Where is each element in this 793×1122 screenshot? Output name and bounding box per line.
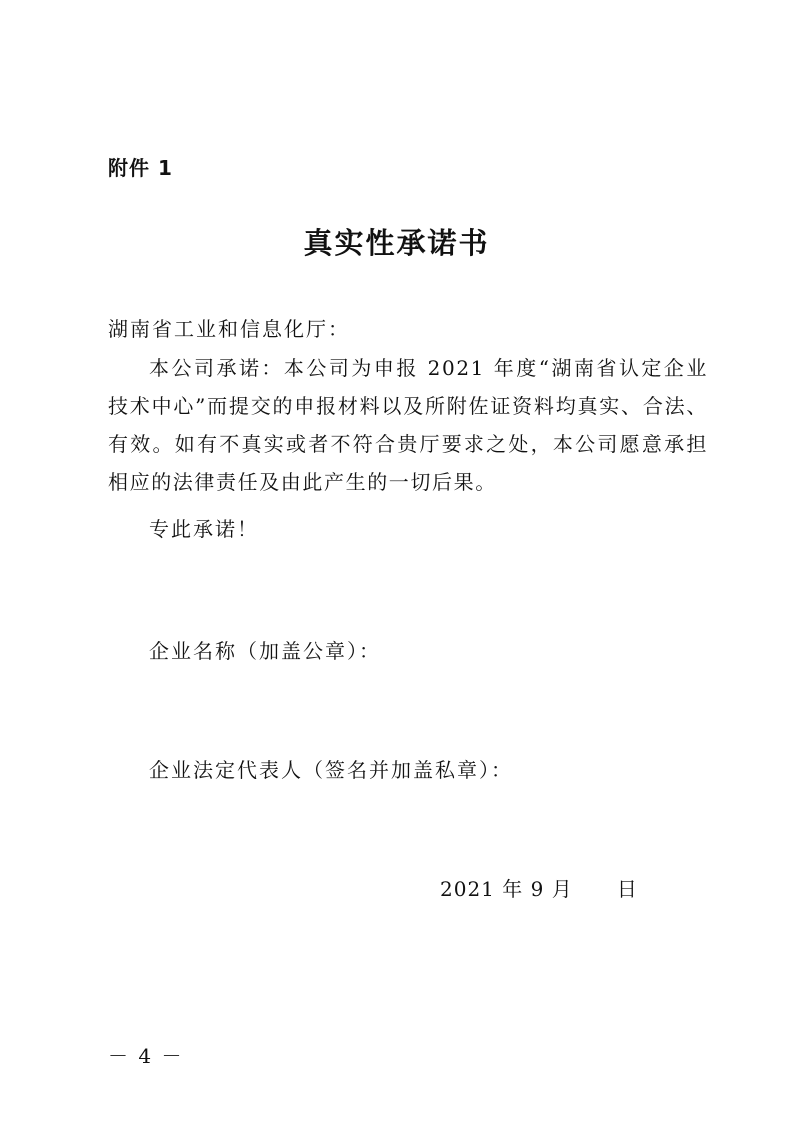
- closing-statement: 专此承诺！: [149, 517, 259, 541]
- page-number: － 4 －: [108, 1044, 184, 1068]
- document-title: 真实性承诺书: [303, 226, 490, 260]
- salutation: 湖南省工业和信息化厅：: [108, 317, 350, 341]
- attachment-label: 附件 1: [108, 156, 173, 180]
- commitment-paragraph: 本公司承诺：本公司为申报 2021 年度“湖南省认定企业技术中心”而提交的申报材料以及所附佐证资料均真实、合法、有效。如有不真实或者不符合贵厅要求之处，本公司愿意承担相应的法律责任及由此产生的一切后果。: [108, 356, 708, 494]
- legal-representative-label: 企业法定代表人（签名并加盖私章）：: [149, 758, 513, 782]
- company-name-label: 企业名称（加盖公章）：: [149, 639, 381, 663]
- date-line: 2021 年 9 月 日: [440, 877, 638, 901]
